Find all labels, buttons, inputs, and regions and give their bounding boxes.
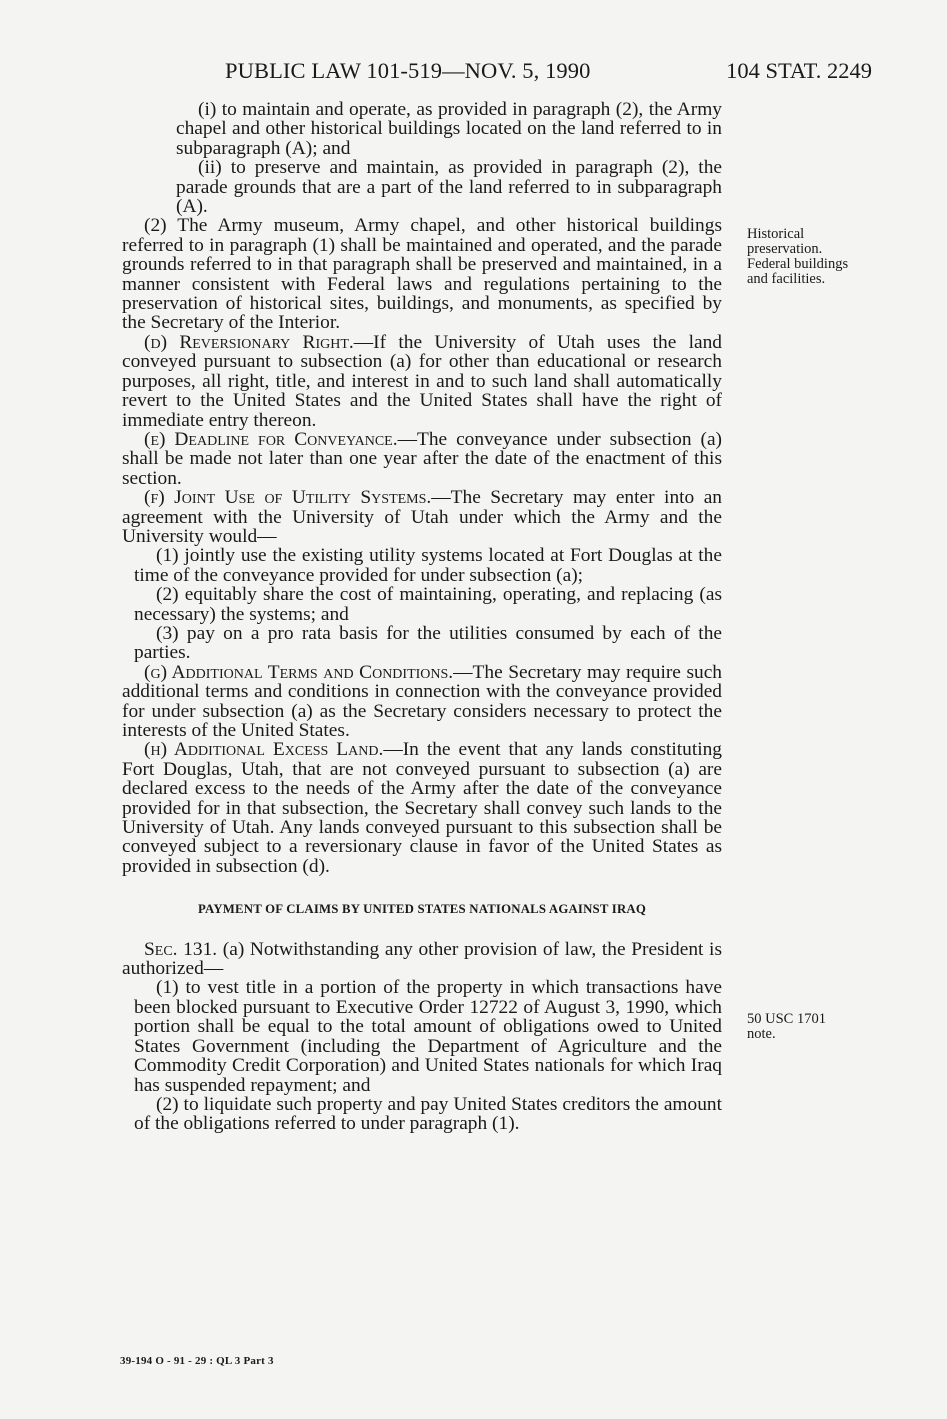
subsection-h: [122, 740, 722, 876]
subsection-f: [122, 488, 722, 546]
subsection-d-text: —If the University of Utah uses the land conveyed pursuant to subsection (a) for other than educational or research purposes, all right, title, and interest in and to such land shall automatically revert to the United States and the United States shall have the right of immediate entry thereon.: [122, 331, 722, 431]
subsection-f-heading: (f) Joint Use of Utility Systems.: [144, 487, 432, 509]
clause-ii: (ii) to preserve and maintain, as provided in paragraph (2), the parade grounds that are a part of the land referred to in subparagraph (A).: [176, 157, 722, 218]
subsection-h-text: —In the event that any lands constituting Fort Douglas, Utah, that are not conveyed pursuant to subsection (a) are declared excess to the needs of the Army after the date of the conveyance provided for in that subsection, the Secretary shall convey such lands to the University of Utah. Any lands conveyed pursuant to this subsection shall be conveyed subject to a reversionary clause in favor of the United States as provided in subsection (d).: [122, 739, 722, 877]
section-131-item-2: (2) to liquidate such property and pay United States creditors the amount of the obligations referred to under paragraph (1).: [134, 1093, 722, 1135]
subsection-f-item-2: (2) equitably share the cost of maintaining, operating, and replacing (as necessary) the systems; and: [134, 584, 722, 625]
section-131-text: 131. (a) Notwithstanding any other provision of law, the President is authorized—: [122, 938, 722, 980]
subsection-d: [122, 333, 722, 430]
statute-page-number: 104 STAT. 2249: [726, 58, 872, 83]
page-footer: 39-194 O - 91 - 29 : QL 3 Part 3: [120, 1355, 274, 1367]
section-131: [122, 940, 722, 979]
subsection-d-heading: (d) Reversionary Right.: [144, 331, 354, 353]
document-body: [122, 100, 722, 1134]
subsection-f-item-3: (3) pay on a pro rata basis for the utilities consumed by each of the parties.: [134, 622, 722, 664]
page-header: [120, 58, 872, 88]
law-title: PUBLIC LAW 101-519—NOV. 5, 1990: [225, 58, 591, 83]
section-label: Sec.: [144, 938, 178, 960]
margin-note-usc-citation: 50 USC 1701 note.: [747, 1011, 826, 1042]
subsection-g-text: —The Secretary may require such additional terms and conditions in connection with the conveyance provided for under subsection (a) as the Secretary considers necessary to protect the interests of the United States.: [122, 661, 722, 741]
subsection-f-text: —The Secretary may enter into an agreement with the University of Utah under which the Army and the University would—: [122, 487, 722, 547]
subsection-e-text: —The conveyance under subsection (a) shall be made not later than one year after the date of the enactment of this section.: [122, 428, 723, 489]
subsection-g-heading: (g) Additional Terms and Conditions.: [144, 661, 454, 683]
subsection-f-item-1: (1) jointly use the existing utility systems located at Fort Douglas at the time of the conveyance provided for under subsection (a);: [134, 545, 722, 586]
margin-note-historical-preservation: Historical preservation. Federal buildings and facilities.: [747, 226, 849, 287]
subsection-e-heading: (e) Deadline for Conveyance.: [144, 428, 398, 450]
section-131-item-1: (1) to vest title in a portion of the property in which transactions have been blocked pursuant to Executive Order 12722 of August 3, 1990, which portion shall be equal to the total amount of obligations owed to United States Government (including the Department of Agriculture and the Commodity Credit Corporation) and United States nationals for which Iraq has suspended repayment; and: [134, 977, 722, 1096]
section-heading: PAYMENT OF CLAIMS BY UNITED STATES NATIONALS AGAINST IRAQ: [197, 902, 646, 917]
paragraph-2: (2) The Army museum, Army chapel, and other historical buildings referred to in paragraph (1) shall be maintained and operated, and the parade grounds referred to in that paragraph shall be preserved and maintained, in a manner consistent with Federal laws and regulations pertaining to the preservation of historical sites, buildings, and monuments, as specified by the Secretary of the Interior.: [122, 215, 722, 334]
subsection-h-heading: (h) Additional Excess Land.: [144, 739, 384, 761]
clause-i: (i) to maintain and operate, as provided in paragraph (2), the Army chapel and other historical buildings located on the land referred to in subparagraph (A); and: [176, 99, 722, 159]
subsection-g: [122, 663, 722, 741]
subsection-e: [122, 430, 722, 488]
